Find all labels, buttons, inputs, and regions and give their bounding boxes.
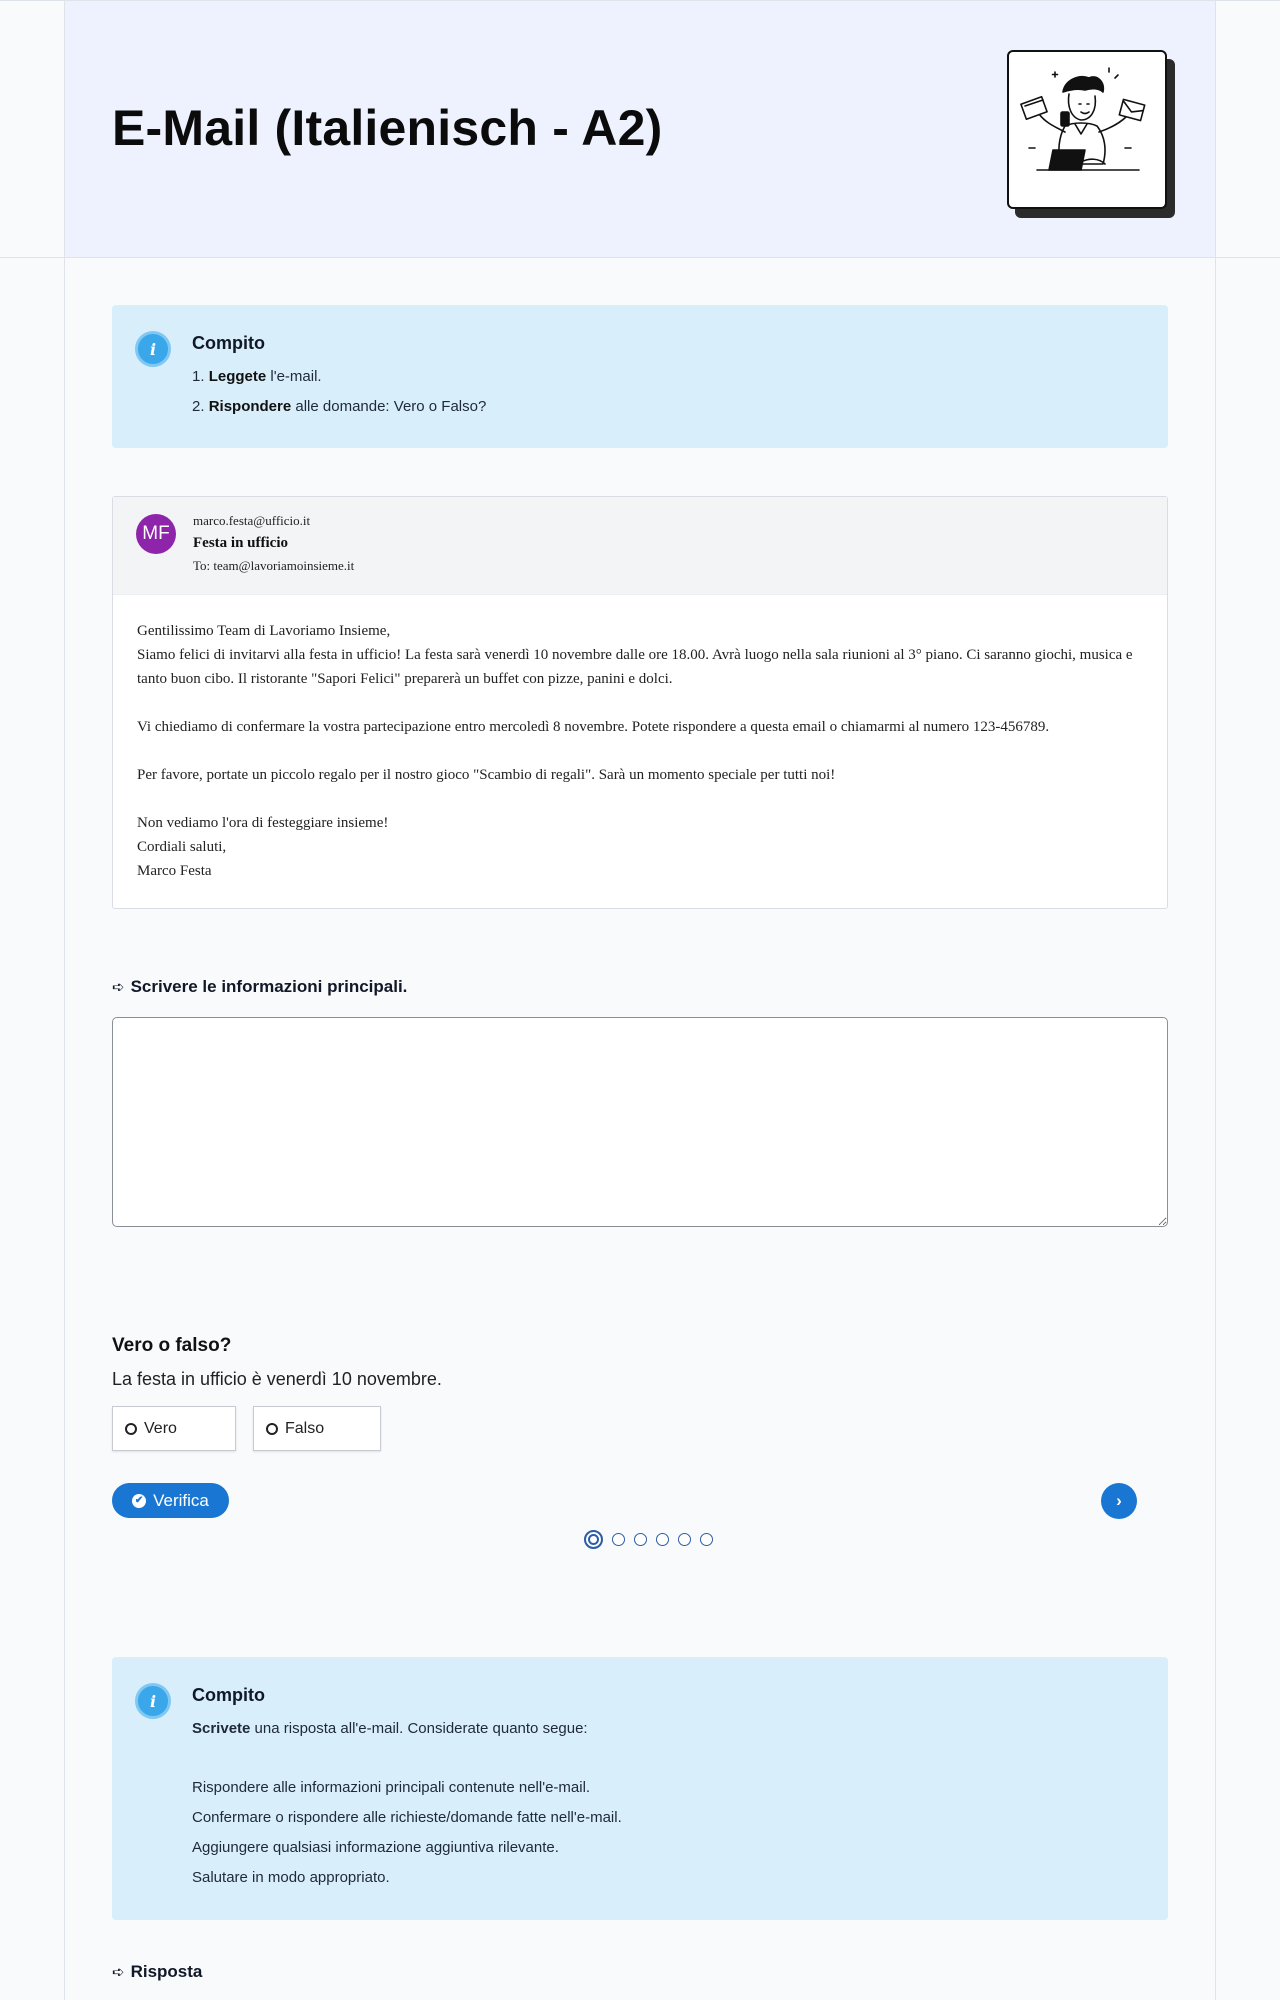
- task-title: Compito: [192, 333, 265, 353]
- task-intro: Scrivete una risposta all'e-mail. Considerate quanto segue:: [192, 1720, 588, 1737]
- pagination-dot[interactable]: [656, 1533, 669, 1546]
- pagination-dot[interactable]: [612, 1533, 625, 1546]
- pagination-dot[interactable]: [634, 1533, 647, 1546]
- task-instructions-box: [112, 305, 1168, 448]
- right-arrow-icon: ➪: [112, 1964, 125, 1981]
- email-sender: marco.festa@ufficio.it: [193, 513, 311, 528]
- email-closing: Cordiali saluti,: [137, 839, 227, 855]
- header-illustration: [1007, 50, 1167, 209]
- option-vero[interactable]: Vero: [112, 1406, 236, 1451]
- email-paragraph: Per favore, portate un piccolo regalo per il nostro gioco "Scambio di regali". Sarà un momento speciale per tutti noi!: [137, 767, 836, 783]
- email-paragraph: Non vediamo l'ora di festeggiare insieme!: [137, 815, 389, 831]
- page-frame-right: [1215, 0, 1216, 2000]
- page-header: [65, 1, 1215, 257]
- email-header: [113, 497, 1167, 595]
- email-body: [113, 595, 1167, 908]
- task-instructions-box-2: [112, 1657, 1168, 1920]
- pagination-dots: [112, 1533, 1168, 1549]
- task-step-1: 1. Leggete l'e-mail.: [192, 368, 322, 385]
- true-false-quiz: [112, 1335, 1168, 1549]
- verify-button[interactable]: ✔ Verifica: [112, 1483, 229, 1518]
- chevron-right-icon: ›: [1116, 1491, 1122, 1510]
- email-recipient: To: team@lavoriamoinsieme.it: [193, 558, 355, 573]
- task-list-item: Rispondere alle informazioni principali contenute nell'e-mail.: [192, 1779, 591, 1796]
- avatar: MF: [136, 514, 176, 554]
- task-title: Compito: [192, 1685, 265, 1705]
- quiz-title: Vero o falso?: [112, 1335, 232, 1356]
- pagination-dot[interactable]: [678, 1533, 691, 1546]
- radio-icon[interactable]: [125, 1423, 137, 1435]
- email-paragraph: Siamo felici di invitarvi alla festa in ufficio! La festa sarà venerdì 10 novembre dalle ore 18.00. Avrà luogo nella sala riunioni al 3° piano. Ci saranno giochi, musica e tanto buon cibo. Il ristorante "Sapori Felici" preparerà un buffet con pizze, panini e dolci.: [137, 647, 1133, 687]
- check-circle-icon: ✔: [132, 1494, 146, 1508]
- quiz-question: La festa in ufficio è venerdì 10 novembre.: [112, 1369, 442, 1389]
- option-falso[interactable]: Falso: [253, 1406, 381, 1451]
- email-greeting: Gentilissimo Team di Lavoriamo Insieme,: [137, 623, 391, 639]
- main-content: [112, 305, 1168, 1982]
- info-icon: i: [135, 1683, 171, 1719]
- task-list-item: Salutare in modo appropriato.: [192, 1869, 390, 1886]
- page-title: E-Mail (Italienisch - A2): [112, 100, 663, 156]
- answer-label: ➪ Risposta: [112, 1962, 203, 1981]
- email-card: [112, 496, 1168, 909]
- info-icon: i: [135, 331, 171, 367]
- pagination-dot[interactable]: [700, 1533, 713, 1546]
- notes-textarea[interactable]: [112, 1017, 1168, 1227]
- task-list-item: Confermare o rispondere alle richieste/domande fatte nell'e-mail.: [192, 1809, 622, 1826]
- person-multitasking-icon: [1009, 52, 1165, 207]
- next-question-button[interactable]: [1101, 1483, 1137, 1519]
- pagination-dot[interactable]: [584, 1530, 603, 1549]
- right-arrow-icon: ➪: [112, 979, 125, 996]
- task-list-item: Aggiungere qualsiasi informazione aggiuntiva rilevante.: [192, 1839, 559, 1856]
- notes-label: ➪ Scrivere le informazioni principali.: [112, 977, 408, 996]
- page-frame-left: [64, 0, 65, 2000]
- email-paragraph: Vi chiediamo di confermare la vostra partecipazione entro mercoledì 8 novembre. Potete rispondere a questa email o chiamarmi al numero 123-456789.: [137, 719, 1050, 735]
- header-divider: [0, 257, 1280, 258]
- task-step-2: 2. Rispondere alle domande: Vero o Falso?: [192, 398, 487, 415]
- radio-icon[interactable]: [266, 1423, 278, 1435]
- email-subject: Festa in ufficio: [193, 535, 288, 551]
- email-signature: Marco Festa: [137, 863, 212, 879]
